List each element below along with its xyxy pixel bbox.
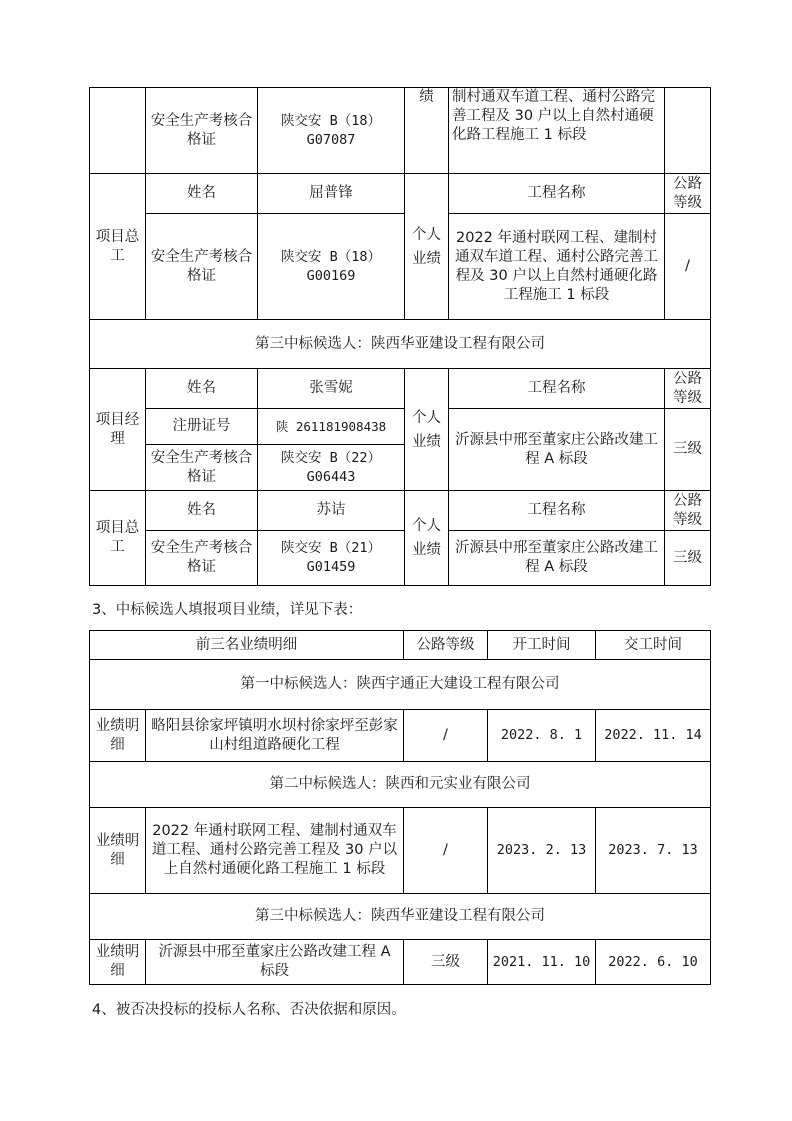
candidate-header: 第三中标候选人：陕西华亚建设工程有限公司 [90, 894, 711, 940]
candidate-header: 第三中标候选人：陕西华亚建设工程有限公司 [90, 320, 711, 369]
row-label: 业绩明细 [90, 940, 146, 985]
project-name-label: 工程名称 [449, 369, 665, 409]
person-name: 张雪妮 [258, 369, 405, 409]
personal-achievement-label: 绩 [405, 88, 449, 174]
table-row [90, 660, 711, 710]
personnel-table [89, 87, 711, 586]
col-header-grade: 公路等级 [404, 631, 488, 660]
cert-label: 安全生产考核合格证 [146, 445, 258, 491]
cert-value: 陕交安 B（18） G00169 [258, 214, 405, 320]
table-row [90, 894, 711, 940]
highway-grade-label: 公路等级 [665, 369, 711, 409]
name-label: 姓名 [146, 174, 258, 214]
project-name: 制村通双车道工程、通村公路完善工程及 30 户以上自然村通硬化路工程施工 1 标段 [449, 88, 665, 174]
highway-grade-label: 公路等级 [665, 491, 711, 531]
grade-cell-empty [665, 88, 711, 174]
table-row [90, 491, 711, 531]
performance-table [89, 630, 711, 985]
personal-achievement-label: 个人业绩 [405, 491, 449, 586]
person-name: 屈普锋 [258, 174, 405, 214]
section-4-text: 4、被否决投标的投标人名称、否决依据和原因。 [92, 1002, 406, 1018]
cert-label: 安全生产考核合格证 [146, 531, 258, 586]
project-name: 略阳县徐家坪镇明水坝村徐家坪至彭家山村组道路硬化工程 [146, 710, 404, 762]
table-row [90, 940, 711, 985]
candidate-header: 第二中标候选人：陕西和元实业有限公司 [90, 762, 711, 808]
start-date: 2022. 8. 1 [488, 710, 596, 762]
project-name-label: 工程名称 [449, 491, 665, 531]
start-date: 2023. 2. 13 [488, 808, 596, 894]
highway-grade: 三级 [665, 409, 711, 491]
project-name: 沂源县中邢至董家庄公路改建工程 A 标段 [449, 531, 665, 586]
col-header-start: 开工时间 [488, 631, 596, 660]
role-label: 项目总工 [90, 174, 146, 320]
name-label: 姓名 [146, 491, 258, 531]
row-label: 业绩明细 [90, 710, 146, 762]
personal-achievement-label: 个人业绩 [405, 174, 449, 320]
start-date: 2021. 11. 10 [488, 940, 596, 985]
end-date: 2022. 6. 10 [596, 940, 711, 985]
role-label: 项目总工 [90, 491, 146, 586]
reg-number: 陕 261181908438 [258, 409, 405, 445]
col-header-details: 前三名业绩明细 [90, 631, 404, 660]
project-name: 2022 年通村联网工程、建制村通双车道工程、通村公路完善工程及 30 户以上自然村通硬化路工程施工 1 标段 [146, 808, 404, 894]
table-row [90, 762, 711, 808]
highway-grade: / [665, 214, 711, 320]
end-date: 2022. 11. 14 [596, 710, 711, 762]
table-row [90, 88, 711, 174]
cert-label: 安全生产考核合格证 [146, 214, 258, 320]
project-name-label: 工程名称 [449, 174, 665, 214]
reg-label: 注册证号 [146, 409, 258, 445]
end-date: 2023. 7. 13 [596, 808, 711, 894]
candidate-header: 第一中标候选人：陕西宇通正大建设工程有限公司 [90, 660, 711, 710]
table-row [90, 531, 711, 586]
col-header-end: 交工时间 [596, 631, 711, 660]
table-row [90, 369, 711, 409]
cert-value: 陕交安 B（21） G01459 [258, 531, 405, 586]
table-row [90, 710, 711, 762]
personal-achievement-label: 个人业绩 [405, 369, 449, 491]
row-label: 业绩明细 [90, 808, 146, 894]
role-cell-empty [90, 88, 146, 174]
role-label: 项目经理 [90, 369, 146, 491]
cert-value: 陕交安 B（18） G07087 [258, 88, 405, 174]
project-name: 沂源县中邢至董家庄公路改建工程 A 标段 [146, 940, 404, 985]
highway-grade: / [404, 808, 488, 894]
highway-grade: 三级 [665, 531, 711, 586]
table-row [90, 808, 711, 894]
highway-grade: / [404, 710, 488, 762]
highway-grade-label: 公路等级 [665, 174, 711, 214]
table-row [90, 174, 711, 214]
person-name: 苏诘 [258, 491, 405, 531]
project-name: 沂源县中邢至董家庄公路改建工程 A 标段 [449, 409, 665, 491]
cert-value: 陕交安 B（22） G06443 [258, 445, 405, 491]
table-header-row [90, 631, 711, 660]
section-3-text: 3、中标候选人填报项目业绩，详见下表： [92, 602, 363, 618]
table-row [90, 214, 711, 320]
table-row [90, 320, 711, 369]
cert-label: 安全生产考核合格证 [146, 88, 258, 174]
table-row [90, 409, 711, 445]
name-label: 姓名 [146, 369, 258, 409]
highway-grade: 三级 [404, 940, 488, 985]
project-name: 2022 年通村联网工程、建制村通双车道工程、通村公路完善工程及 30 户以上自然村通硬化路工程施工 1 标段 [449, 214, 665, 320]
